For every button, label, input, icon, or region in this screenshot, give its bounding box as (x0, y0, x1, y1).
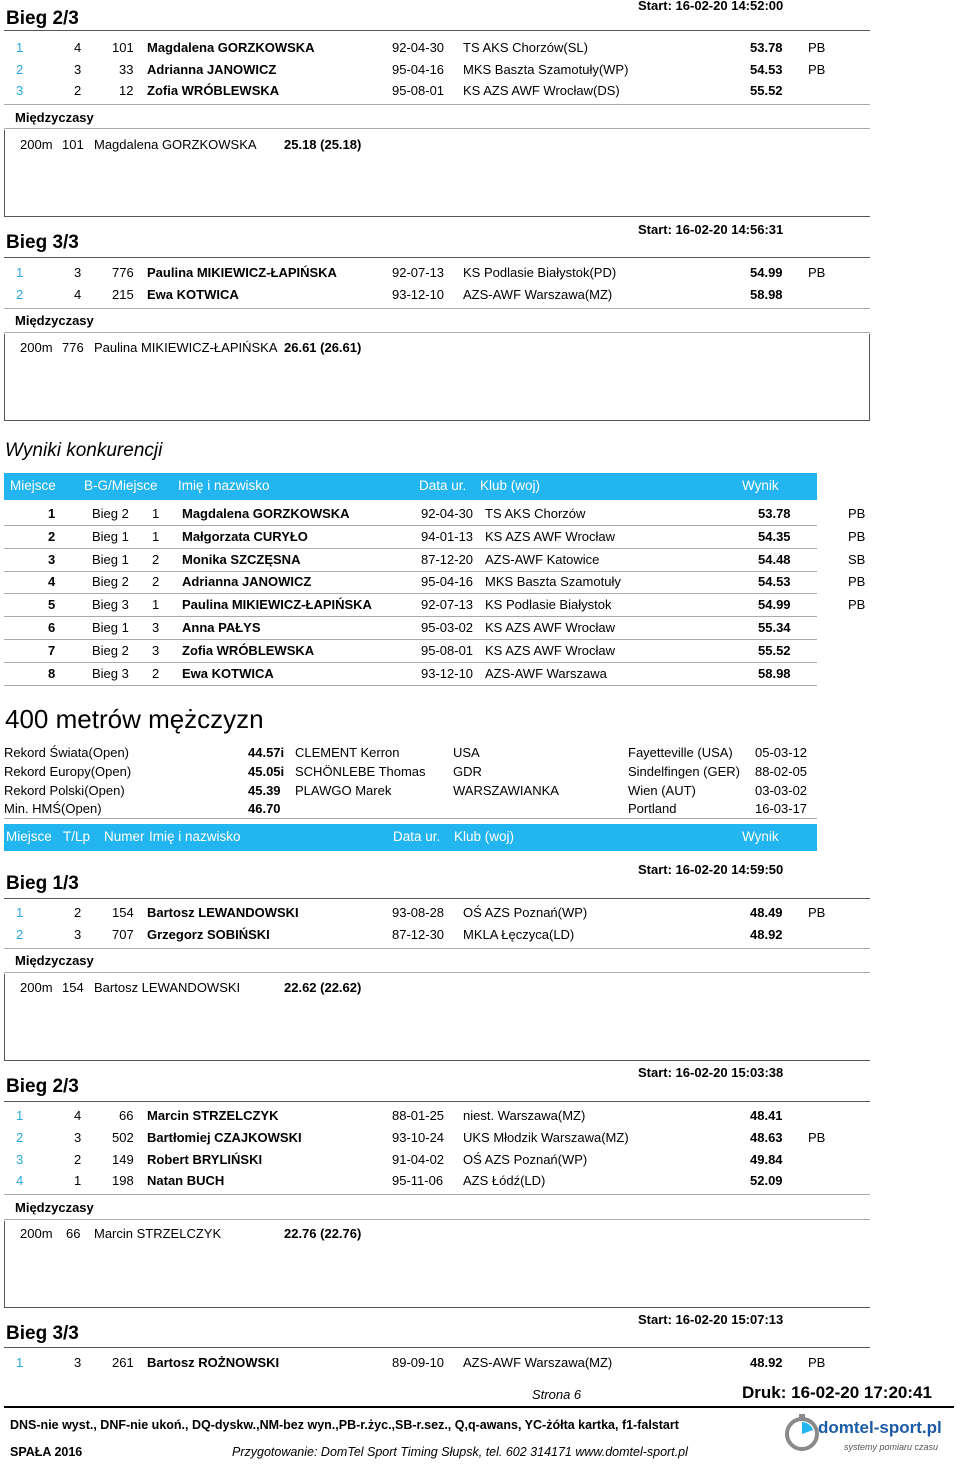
divider (4, 1219, 870, 1220)
dob: 95-08-01 (421, 642, 474, 658)
record-date: 88-02-05 (755, 763, 808, 779)
divider (4, 1194, 870, 1195)
club: AZS-AWF Warszawa (485, 665, 607, 681)
record-value: 45.05i (248, 763, 285, 779)
row-divider (4, 662, 817, 663)
result: 55.52 (758, 642, 791, 658)
bib: 154 (112, 905, 134, 920)
result: 54.53 (758, 574, 791, 590)
club: AZS Łódź(LD) (463, 1173, 546, 1188)
athlete-name: Zofia WRÓBLEWSKA (147, 83, 280, 98)
note: PB (808, 1355, 826, 1370)
heat: Bieg 3 (92, 665, 129, 681)
stopwatch-icon (782, 1412, 822, 1452)
club: AZS-AWF Katowice (485, 551, 600, 567)
place: 2 (16, 1130, 24, 1145)
athlete-name: Grzegorz SOBIŃSKI (147, 927, 270, 942)
heat-start-time: Start: 16-02-20 14:52:00 (638, 0, 784, 13)
result: 58.98 (758, 665, 791, 681)
dob: 93-12-10 (421, 665, 474, 681)
split-bib: 66 (66, 1226, 81, 1241)
split-time: 25.18 (25.18) (284, 137, 362, 152)
result: 53.78 (750, 40, 783, 55)
dob: 92-04-30 (421, 506, 474, 521)
col-place: Miejsce (6, 829, 52, 844)
record-date: 16-03-17 (755, 801, 808, 817)
note: PB (848, 597, 866, 613)
athlete-name: Ewa KOTWICA (182, 665, 274, 681)
note: PB (848, 528, 866, 544)
record-holder: CLEMENT Kerron (295, 745, 400, 760)
divider (4, 1347, 870, 1348)
record-place: Portland (628, 801, 677, 817)
record-team: USA (453, 745, 480, 760)
athlete-name: Robert BRYLIŃSKI (147, 1152, 263, 1167)
lane: 1 (74, 1173, 82, 1188)
dob: 92-04-30 (392, 40, 445, 55)
legend: DNS-nie wyst., DNF-nie ukoń., DQ-dyskw.,NM-bez wyn.,PB-r.życ.,SB-r.sez., Q,q-awans, YC-żółta kartka, f1-falstart (10, 1418, 679, 1432)
col-result: Wynik (742, 829, 779, 844)
row-divider (4, 639, 817, 640)
row-divider (4, 616, 817, 617)
bib: 198 (112, 1173, 134, 1188)
bib: 33 (119, 62, 134, 77)
dob: 93-08-28 (392, 905, 445, 920)
split-time: 22.62 (22.62) (284, 980, 362, 995)
split-distance: 200m (20, 137, 53, 152)
dob: 95-08-01 (392, 83, 445, 98)
row-divider (4, 593, 817, 594)
place: 8 (48, 665, 56, 681)
divider (4, 334, 5, 420)
heat-place: 2 (152, 665, 160, 681)
divider (4, 948, 870, 949)
heat-start-time: Start: 16-02-20 15:07:13 (638, 1312, 784, 1327)
divider (4, 216, 870, 217)
split-name: Marcin STRZELCZYK (94, 1226, 222, 1241)
athlete-name: Adrianna JANOWICZ (182, 574, 312, 590)
record-value: 46.70 (248, 801, 281, 817)
result: 48.92 (750, 927, 783, 942)
heat-place: 1 (152, 506, 160, 521)
split-name: Bartosz LEWANDOWSKI (94, 980, 241, 995)
note: PB (808, 1130, 826, 1145)
logo-subtitle: systemy pomiaru czasu (844, 1442, 939, 1452)
divider (4, 1060, 870, 1061)
divider (4, 1221, 5, 1307)
bib: 215 (112, 287, 134, 302)
heat-place: 1 (152, 597, 160, 613)
record-place: Sindelfingen (GER) (628, 763, 740, 779)
splits-label: Międzyczasy (15, 313, 94, 328)
dob: 93-10-24 (392, 1130, 445, 1145)
dob: 95-03-02 (421, 620, 474, 635)
place: 1 (48, 506, 56, 521)
heat-start-time: Start: 16-02-20 15:03:38 (638, 1065, 784, 1080)
dob: 88-01-25 (392, 1108, 445, 1123)
club: TS AKS Chorzów(SL) (463, 40, 588, 55)
heat-title: Bieg 1/3 (6, 873, 79, 894)
athlete-name: Paulina MIKIEWICZ-ŁAPIŃSKA (147, 265, 337, 280)
col-result: Wynik (742, 478, 779, 493)
record-place: Fayetteville (USA) (628, 745, 733, 760)
club: AZS-AWF Warszawa(MZ) (463, 287, 613, 302)
place: 4 (16, 1173, 24, 1188)
place: 1 (16, 265, 24, 280)
athlete-name: Zofia WRÓBLEWSKA (182, 642, 315, 658)
result: 54.35 (758, 528, 791, 544)
lane: 4 (74, 40, 82, 55)
record-holder: PLAWGO Marek (295, 782, 392, 798)
place: 2 (16, 287, 24, 302)
club: OŚ AZS Poznań(WP) (463, 1152, 588, 1167)
divider (4, 128, 870, 129)
dob: 93-12-10 (392, 287, 445, 302)
place: 2 (48, 528, 56, 544)
place: 3 (16, 1152, 24, 1167)
divider (4, 818, 817, 819)
heat: Bieg 1 (92, 551, 129, 567)
athlete-name: Anna PAŁYS (182, 620, 261, 635)
place: 1 (16, 40, 24, 55)
place: 2 (16, 62, 24, 77)
record-date: 05-03-12 (755, 745, 808, 760)
dob: 94-01-13 (421, 528, 474, 544)
bib: 12 (119, 83, 134, 98)
athlete-name: Magdalena GORZKOWSKA (147, 40, 315, 55)
record-value: 45.39 (248, 782, 281, 798)
splits-label: Międzyczasy (15, 110, 94, 125)
col-dob: Data ur. (393, 829, 441, 844)
place: 2 (16, 927, 24, 942)
lane: 2 (74, 83, 82, 98)
bib: 261 (112, 1355, 134, 1370)
club: KS AZS AWF Wrocław (485, 528, 616, 544)
lane: 4 (74, 287, 82, 302)
record-label: Rekord Polski(Open) (4, 782, 125, 798)
dob: 89-09-10 (392, 1355, 445, 1370)
athlete-name: Bartosz LEWANDOWSKI (147, 905, 299, 920)
lane: 3 (74, 62, 82, 77)
divider (4, 420, 870, 421)
logo-text: domtel-sport.pl (818, 1418, 942, 1437)
heat-title: Bieg 2/3 (6, 1076, 79, 1097)
heat: Bieg 2 (92, 642, 129, 658)
club: KS AZS AWF Wrocław(DS) (463, 83, 620, 98)
athlete-name: Magdalena GORZKOWSKA (182, 506, 350, 521)
lane: 3 (74, 1355, 82, 1370)
split-bib: 154 (62, 980, 84, 995)
place: 1 (16, 1355, 24, 1370)
dob: 92-07-13 (392, 265, 445, 280)
divider (4, 972, 870, 973)
col-club: Klub (woj) (480, 478, 541, 493)
col-club: Klub (woj) (454, 829, 515, 844)
club: KS Podlasie Białystok (485, 597, 612, 613)
divider (4, 308, 870, 309)
men-header (4, 824, 817, 851)
heat-place: 1 (152, 528, 160, 544)
athlete-name: Monika SZCZĘSNA (182, 551, 301, 567)
heat-place: 2 (152, 574, 160, 590)
divider (4, 257, 870, 258)
club: KS AZS AWF Wrocław (485, 620, 616, 635)
bib: 502 (112, 1130, 134, 1145)
athlete-name: Adrianna JANOWICZ (147, 62, 277, 77)
result: 54.99 (758, 597, 791, 613)
record-team: WARSZAWIANKA (453, 782, 559, 798)
result: 48.41 (750, 1108, 783, 1123)
col-name: Imię i nazwisko (149, 829, 241, 844)
row-divider (4, 525, 817, 526)
dob: 95-04-16 (392, 62, 445, 77)
col-dob: Data ur. (419, 478, 467, 493)
bib: 101 (112, 40, 134, 55)
athlete-name: Ewa KOTWICA (147, 287, 239, 302)
record-date: 03-03-02 (755, 782, 808, 798)
club: OŚ AZS Poznań(WP) (463, 905, 588, 920)
club: KS Podlasie Białystok(PD) (463, 265, 617, 280)
result: 52.09 (750, 1173, 783, 1188)
club: niest. Warszawa(MZ) (463, 1108, 586, 1123)
domtel-logo (782, 1412, 952, 1462)
col-lane: T/Lp (63, 829, 91, 844)
club: UKS Młodzik Warszawa(MZ) (463, 1130, 629, 1145)
place: 1 (16, 1108, 24, 1123)
result: 55.34 (758, 620, 791, 635)
page-number: Strona 6 (532, 1387, 582, 1402)
lane: 2 (74, 905, 82, 920)
event-title: 400 metrów mężczyzn (5, 704, 264, 734)
split-distance: 200m (20, 980, 53, 995)
split-name: Paulina MIKIEWICZ-ŁAPIŃSKA (94, 340, 278, 355)
col-name: Imię i nazwisko (178, 478, 270, 493)
heat: Bieg 1 (92, 620, 129, 635)
section-title: Wyniki konkurencji (5, 440, 163, 461)
heat: Bieg 3 (92, 597, 129, 613)
prepared-by: Przygotowanie: DomTel Sport Timing Słupsk, tel. 602 314171 www.domtel-sport.pl (232, 1445, 688, 1459)
divider (4, 332, 870, 333)
divider (4, 1307, 870, 1308)
result: 55.52 (750, 83, 783, 98)
bib: 66 (119, 1108, 134, 1123)
result: 58.98 (750, 287, 783, 302)
result: 48.49 (750, 905, 783, 920)
result: 49.84 (750, 1152, 783, 1167)
heat-place: 3 (152, 642, 160, 658)
note: PB (808, 40, 826, 55)
heat-start-time: Start: 16-02-20 14:59:50 (638, 862, 784, 877)
divider (4, 104, 870, 105)
record-label: Rekord Świata(Open) (4, 745, 129, 760)
place: 3 (16, 83, 24, 98)
lane: 4 (74, 1108, 82, 1123)
divider (4, 898, 870, 899)
athlete-name: Małgorzata CURYŁO (182, 528, 308, 544)
result: 48.63 (750, 1130, 783, 1145)
divider (4, 30, 870, 31)
club: AZS-AWF Warszawa(MZ) (463, 1355, 613, 1370)
split-bib: 776 (62, 340, 84, 355)
split-distance: 200m (20, 1226, 53, 1241)
club: KS AZS AWF Wrocław (485, 642, 616, 658)
divider (869, 334, 870, 420)
note: PB (808, 265, 826, 280)
heat-place: 2 (152, 551, 160, 567)
dob: 91-04-02 (392, 1152, 445, 1167)
lane: 3 (74, 927, 82, 942)
athlete-name: Paulina MIKIEWICZ-ŁAPIŃSKA (182, 597, 372, 613)
bib: 149 (112, 1152, 134, 1167)
athlete-name: Marcin STRZELCZYK (147, 1108, 279, 1123)
row-divider (4, 571, 817, 572)
place: 3 (48, 551, 56, 567)
place: 7 (48, 642, 56, 658)
club: MKLA Łęczyca(LD) (463, 927, 575, 942)
row-divider (4, 548, 817, 549)
bib: 776 (112, 265, 134, 280)
heat-title: Bieg 3/3 (6, 232, 79, 253)
divider (4, 130, 5, 216)
place: 4 (48, 574, 56, 590)
heat-place: 3 (152, 620, 160, 635)
split-bib: 101 (62, 137, 84, 152)
split-time: 26.61 (26.61) (284, 340, 362, 355)
lane: 3 (74, 265, 82, 280)
print-time: Druk: 16-02-20 17:20:41 (742, 1383, 932, 1402)
athlete-name: Bartosz ROŻNOWSKI (147, 1355, 280, 1370)
divider (4, 1101, 870, 1102)
note: PB (848, 574, 866, 590)
club: MKS Baszta Szamotuły (485, 574, 621, 590)
heat: Bieg 1 (92, 528, 129, 544)
club: MKS Baszta Szamotuły(WP) (463, 62, 629, 77)
lane: 2 (74, 1152, 82, 1167)
event-name: SPAŁA 2016 (10, 1445, 83, 1459)
note: PB (808, 62, 826, 77)
place: 6 (48, 620, 56, 635)
divider (4, 974, 5, 1060)
lane: 3 (74, 1130, 82, 1145)
heat: Bieg 2 (92, 506, 129, 521)
heat-title: Bieg 2/3 (6, 8, 79, 29)
record-value: 44.57i (248, 745, 285, 760)
footer-divider (4, 1406, 954, 1408)
club: TS AKS Chorzów (485, 506, 586, 521)
col-bib: Numer (104, 829, 145, 844)
bib: 707 (112, 927, 134, 942)
place: 1 (16, 905, 24, 920)
result: 54.99 (750, 265, 783, 280)
record-label: Min. HMŚ(Open) (4, 801, 102, 817)
note: PB (848, 506, 866, 521)
record-team: GDR (453, 763, 482, 779)
dob: 87-12-20 (421, 551, 474, 567)
results-header (4, 473, 817, 500)
record-place: Wien (AUT) (628, 782, 696, 798)
record-label: Rekord Europy(Open) (4, 763, 132, 779)
result: 48.92 (750, 1355, 783, 1370)
dob: 95-04-16 (421, 574, 474, 590)
col-heat: B-G/Miejsce (84, 478, 158, 493)
athlete-name: Bartłomiej CZAJKOWSKI (147, 1130, 302, 1145)
result: 54.48 (758, 551, 791, 567)
dob: 92-07-13 (421, 597, 474, 613)
row-divider (4, 685, 817, 686)
note: PB (808, 905, 826, 920)
heat-title: Bieg 3/3 (6, 1323, 79, 1344)
athlete-name: Natan BUCH (147, 1173, 225, 1188)
dob: 87-12-30 (392, 927, 445, 942)
splits-label: Międzyczasy (15, 1200, 94, 1215)
dob: 95-11-06 (392, 1173, 444, 1188)
place: 5 (48, 597, 56, 613)
result: 53.78 (758, 506, 791, 521)
split-distance: 200m (20, 340, 53, 355)
record-holder: SCHÖNLEBE Thomas (295, 763, 426, 779)
col-place: Miejsce (10, 478, 56, 493)
splits-label: Międzyczasy (15, 953, 94, 968)
heat: Bieg 2 (92, 574, 129, 590)
heat-start-time: Start: 16-02-20 14:56:31 (638, 222, 784, 237)
result: 54.53 (750, 62, 783, 77)
split-name: Magdalena GORZKOWSKA (94, 137, 257, 152)
split-time: 22.76 (22.76) (284, 1226, 362, 1241)
note: SB (848, 551, 866, 567)
